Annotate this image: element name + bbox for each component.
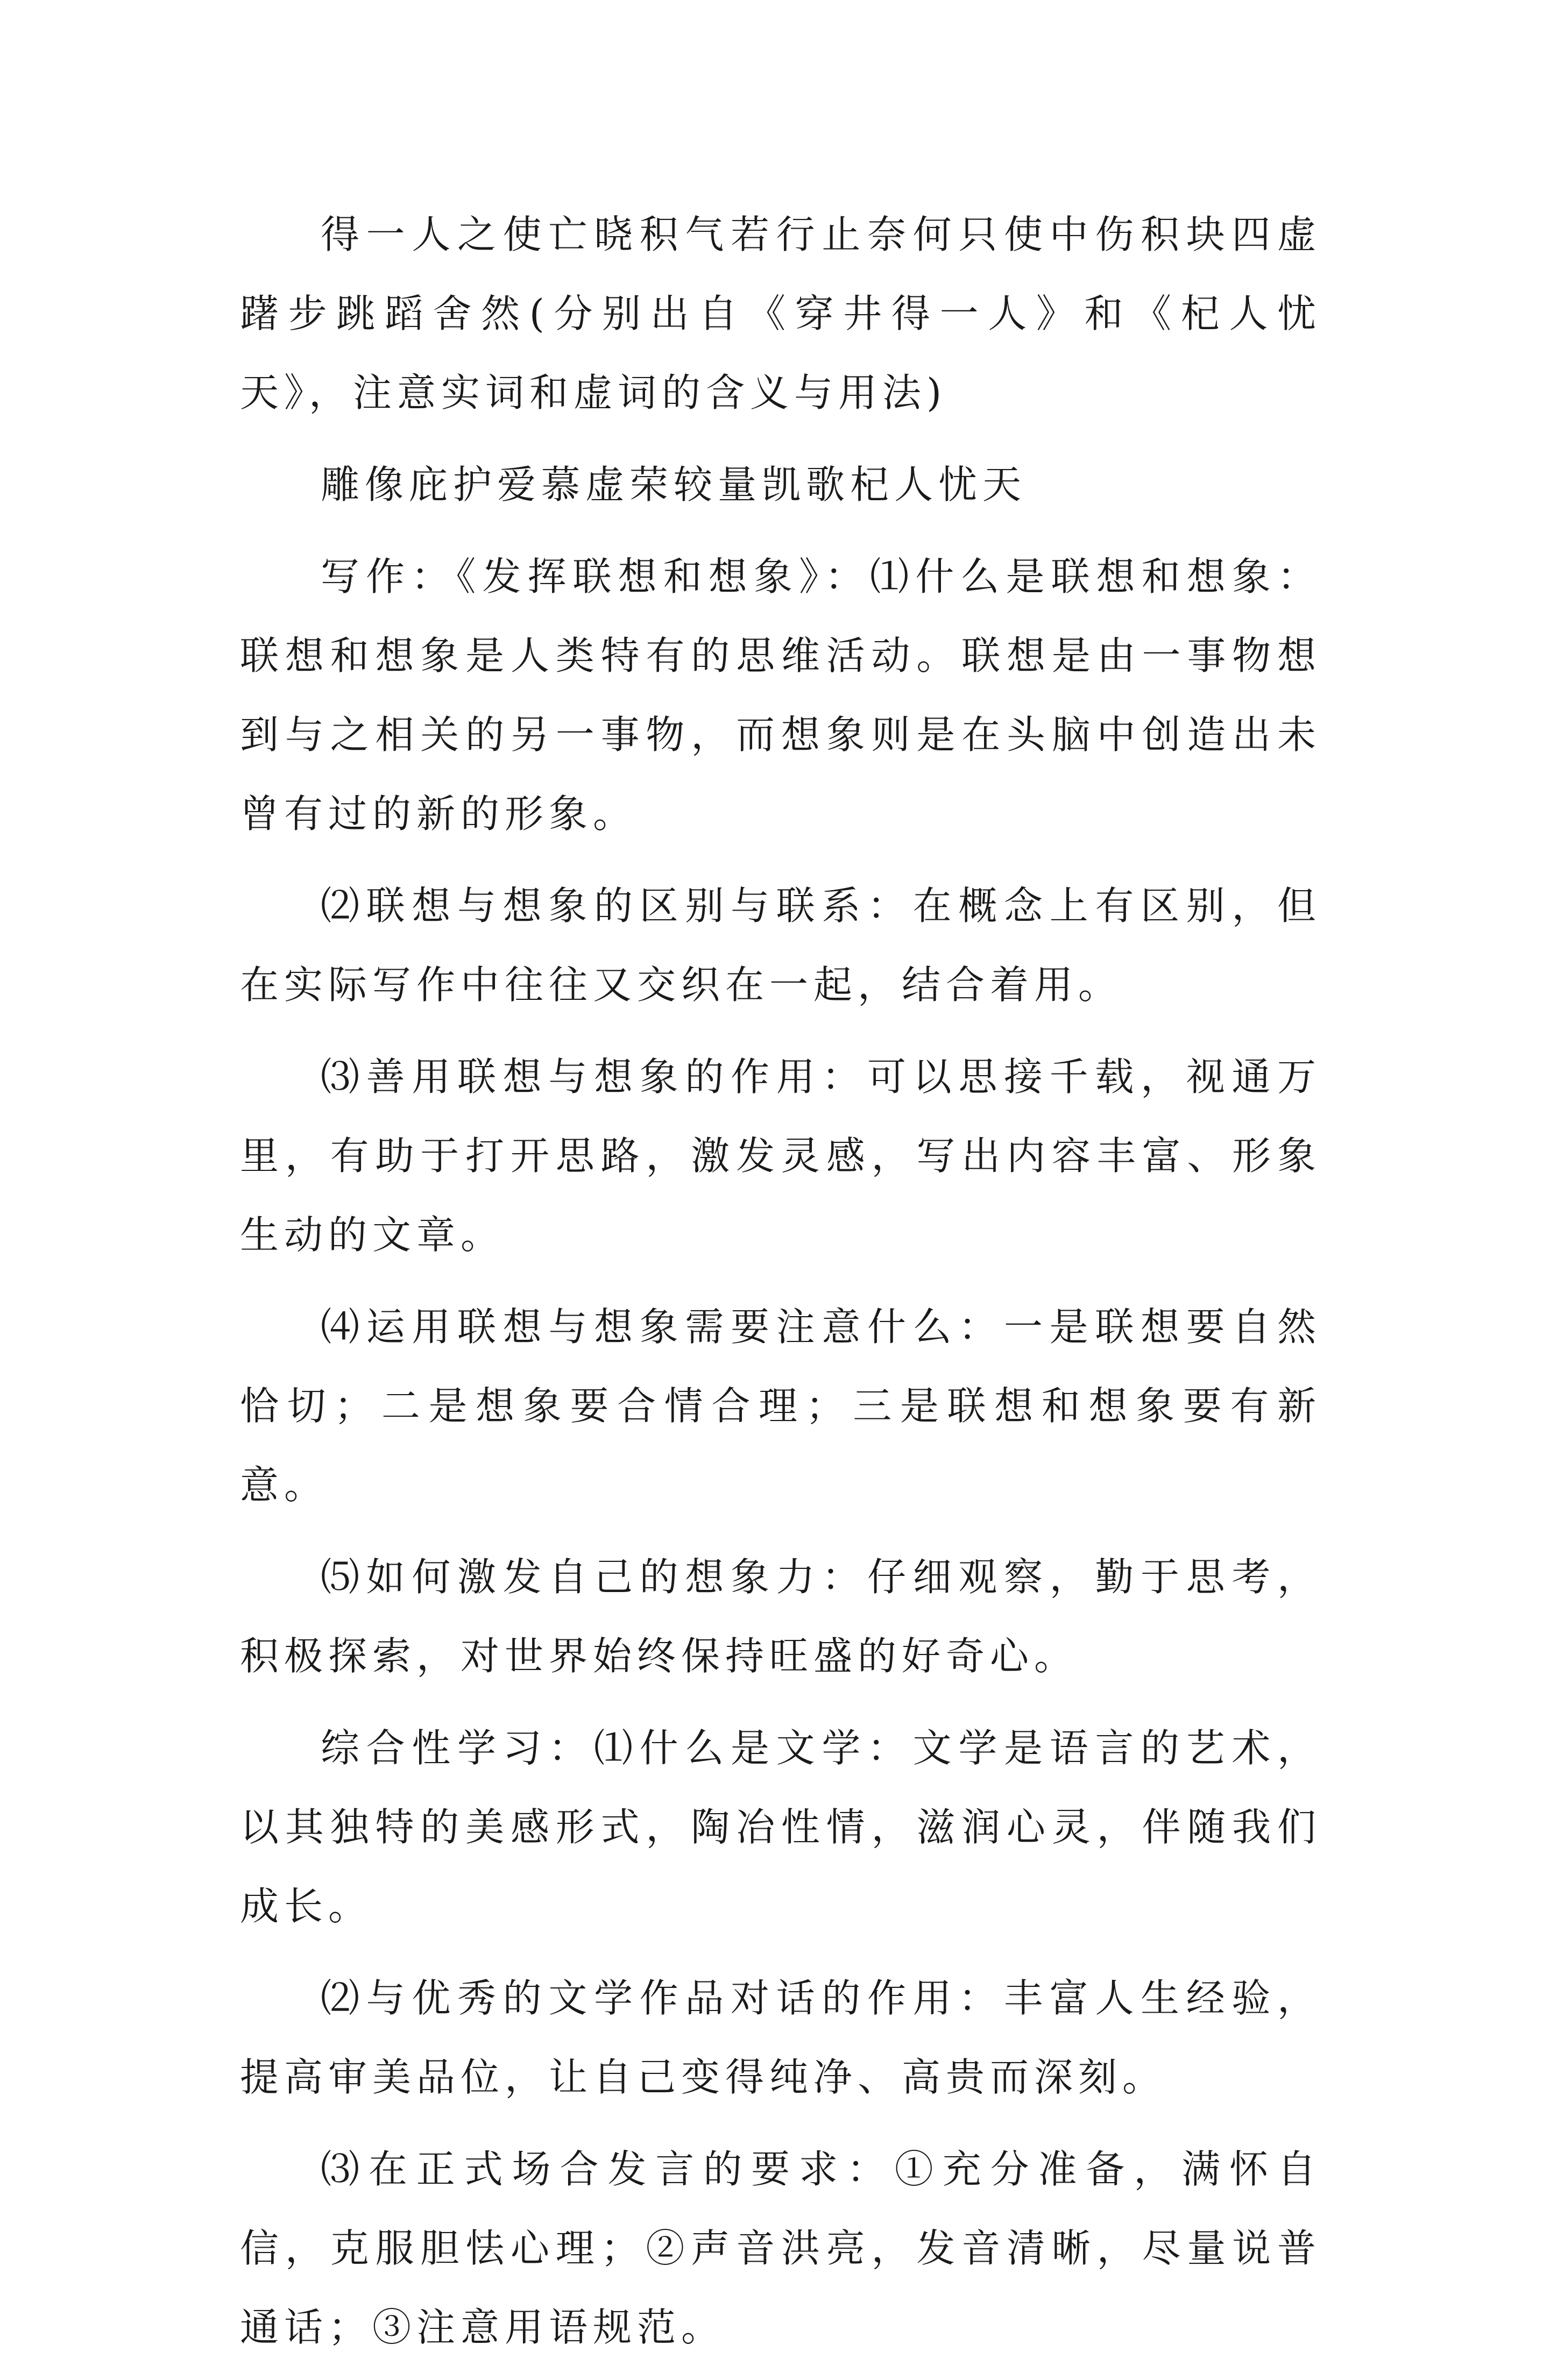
paragraph-vocabulary-words: 雕像庇护爱慕虚荣较量凯歌杞人忧天: [321, 462, 1027, 507]
paragraph-writing-function: ⑶善用联想与想象的作用：可以思接千载，视通万里，有助于打开思路，激发灵感，写出内容丰富、形象生动的文章。: [240, 1054, 1321, 1258]
paragraph-writing-definition: 写作：《发挥联想和想象》：⑴什么是联想和想象：联想和想象是人类特有的思维活动。联想是由一事物想到与之相关的另一事物，而想象则是在头脑中创造出未曾有过的新的形象。: [240, 554, 1321, 836]
document-body: [240, 195, 1321, 2380]
paragraph-vocabulary-classical: 得一人之使亡晓积气若行止奈何只使中伤积块四虚躇步跳蹈舍然(分别出自《穿井得一人》和《杞人忧天》，注意实词和虚词的含义与用法): [240, 212, 1321, 415]
paragraph-writing-difference: ⑵联想与想象的区别与联系：在概念上有区别，但在实际写作中往往又交织在一起，结合着用。: [240, 883, 1321, 1007]
paragraph-study-literature: 综合性学习：⑴什么是文学：文学是语言的艺术，以其独特的美感形式，陶冶性情，滋润心灵，伴随我们成长。: [240, 1725, 1321, 1929]
paragraph-study-dialogue: ⑵与优秀的文学作品对话的作用：丰富人生经验，提高审美品位，让自己变得纯净、高贵而深刻。: [240, 1976, 1321, 2100]
paragraph-writing-notes: ⑷运用联想与想象需要注意什么：一是联想要自然恰切；二是想象要合情合理；三是联想和想象要有新意。: [240, 1304, 1321, 1508]
paragraph-study-speech: ⑶在正式场合发言的要求：①充分准备，满怀自信，克服胆怯心理；②声音洪亮，发音清晰，尽量说普通话；③注意用语规范。: [240, 2147, 1321, 2350]
paragraph-writing-imagination: ⑸如何激发自己的想象力：仔细观察，勤于思考，积极探索，对世界始终保持旺盛的好奇心。: [240, 1554, 1321, 1679]
